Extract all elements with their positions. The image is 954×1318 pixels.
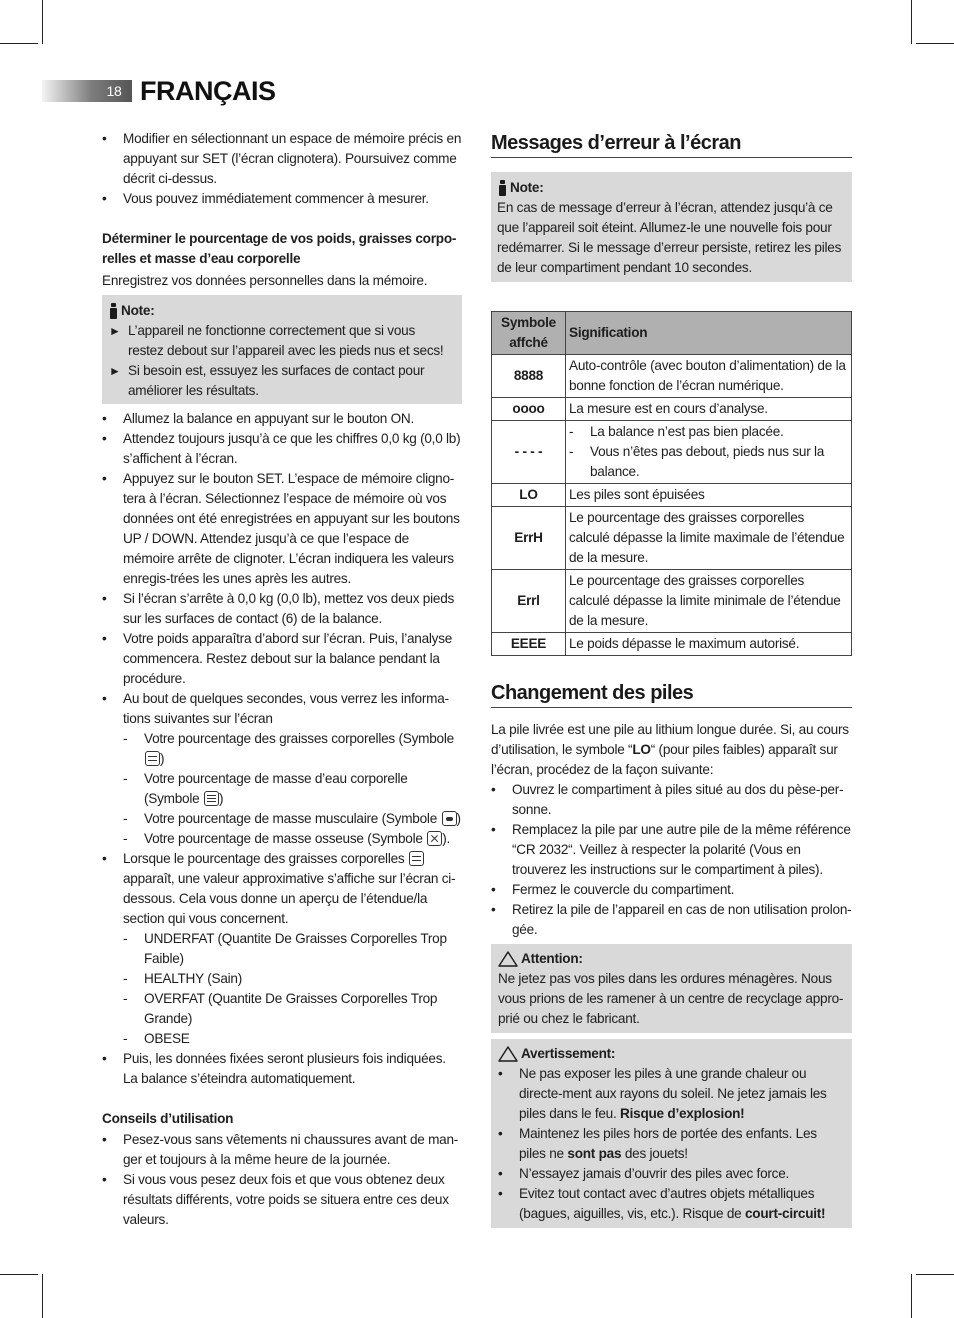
list-item: • Au bout de quelques secondes, vous verrez les informa-tions suivantes sur l’écran - Votre pourcentage des graisses corporelles (Symbole ) - Votre pourcentage de masse d’eau corporelle (Symbole ) - Votre pourcentage de masse musculaire (Symbole ) - Votre pourcentage de masse osseuse (Symbole ).: [102, 689, 462, 849]
list-item: - Votre pourcentage de masse musculaire (Symbole ): [102, 809, 462, 829]
warning-title: Avertissement:: [521, 1046, 616, 1061]
page-title: FRANÇAIS: [140, 76, 276, 106]
note-title: Note:: [510, 180, 544, 195]
list-item: - Votre pourcentage de masse osseuse (Symbole ).: [102, 829, 462, 849]
list-item: • Ouvrez le compartiment à piles situé au dos du pèse-per-sonne.: [491, 780, 852, 820]
bone-symbol-icon: [427, 831, 442, 846]
list-item: • Modifier en sélectionnant un espace de mémoire précis en appuyant sur SET (l’écran clignotera). Poursuivez comme décrit ci-dessus.: [102, 129, 462, 189]
list-item: - Votre pourcentage des graisses corporelles (Symbole ): [102, 729, 462, 769]
left-column: [102, 129, 462, 1230]
info-icon: [109, 303, 118, 319]
list-item: • Puis, les données fixées seront plusieurs fois indiquées. La balance s’éteindra automatiquement.: [102, 1049, 462, 1089]
info-sublist: [102, 729, 462, 849]
note-title: Note:: [121, 303, 155, 318]
note-box: [491, 172, 852, 282]
warning-icon: [498, 1046, 518, 1062]
category-sublist: [102, 929, 462, 1049]
list-item: • Evitez tout contact avec d’autres objets métalliques (bagues, aiguilles, vis, etc.). Risque de court-circuit!: [498, 1184, 844, 1224]
column-header: Symbole affché: [492, 312, 566, 355]
right-column: [491, 130, 852, 1228]
list-item: • Maintenez les piles hors de portée des enfants. Les piles ne sont pas des jouets!: [498, 1124, 844, 1164]
list-item: • Fermez le couvercle du compartiment.: [491, 880, 852, 900]
table-row: Errl Le pourcentage des graisses corporelles calculé dépasse la limite minimale de l’étendue de la mesure.: [492, 570, 852, 633]
table-row: EEEE Le poids dépasse le maximum autorisé.: [492, 633, 852, 656]
section-heading: Conseils d’utilisation: [102, 1111, 234, 1126]
table-row: ErrH Le pourcentage des graisses corporelles calculé dépasse la limite maximale de l’étendue de la mesure.: [492, 507, 852, 570]
muscle-symbol-icon: [442, 811, 457, 826]
list-item: • Pesez-vous sans vêtements ni chaussures avant de man-ger et toujours à la même heure de la journée.: [102, 1130, 462, 1170]
error-table: [491, 311, 852, 656]
section-heading: Changement des piles: [491, 680, 852, 708]
table-row: 8888 Auto-contrôle (avec bouton d’alimentation) de la bonne fonction de l’écran numérique.: [492, 355, 852, 398]
list-item: - OBESE: [102, 1029, 462, 1049]
body-water-symbol-icon: [204, 791, 219, 806]
list-item: - OVERFAT (Quantite De Graisses Corporelles Trop Grande): [102, 989, 462, 1029]
list-item: - La balance n’est pas bien placée.: [569, 422, 848, 442]
crop-mark: [0, 43, 38, 44]
page-number: 18: [106, 83, 122, 99]
table-header: [492, 312, 852, 355]
intro-list: [102, 129, 462, 209]
crop-mark: [916, 1274, 954, 1275]
list-item: • Vous pouvez immédiatement commencer à mesurer.: [102, 189, 462, 209]
battery-steps-list: [491, 780, 852, 940]
list-item: • Retirez la pile de l’appareil en cas de non utilisation prolon-gée.: [491, 900, 852, 940]
list-item: ► Si besoin est, essuyez les surfaces de contact pour améliorer les résultats.: [109, 361, 454, 401]
info-icon: [498, 180, 507, 196]
list-item: • Ne pas exposer les piles à une grande chaleur ou directe-ment aux rayons du soleil. Ne jetez jamais les piles dans le feu. Risque d’explosion!: [498, 1064, 844, 1124]
table-row: - - - - - La balance n’est pas bien placée. - Vous n’êtes pas debout, pieds nus sur la balance.: [492, 421, 852, 484]
body-fat-symbol-icon: [409, 851, 424, 866]
paragraph: La pile livrée est une pile au lithium longue durée. Si, au cours d’utilisation, le symbole “LO“ (pour piles faibles) apparaît sur l’écran, procédez de la façon suivante:: [491, 722, 849, 777]
list-item: • N’essayez jamais d’ouvrir des piles avec force.: [498, 1164, 844, 1184]
table-row: oooo La mesure est en cours d’analyse.: [492, 398, 852, 421]
list-item: - UNDERFAT (Quantite De Graisses Corporelles Trop Faible): [102, 929, 462, 969]
body-fat-symbol-icon: [145, 751, 160, 766]
tips-list: [102, 1130, 462, 1230]
list-item: - Vous n’êtes pas debout, pieds nus sur la balance.: [569, 442, 848, 482]
list-item: • Si l’écran s’arrête à 0,0 kg (0,0 lb), mettez vos deux pieds sur les surfaces de contact (6) de la balance.: [102, 589, 462, 629]
attention-box: [491, 944, 852, 1033]
note-text: En cas de message d’erreur à l’écran, attendez jusqu’à ce que l’appareil soit éteint. Allumez-le une nouvelle fois pour redémarrer. Si le message d’erreur persiste, retirez les piles de leur compartiment pendant 10 secondes.: [497, 200, 842, 275]
list-item: • Appuyez sur le bouton SET. L’espace de mémoire cligno-tera à l’écran. Sélectionnez l’espace de mémoire où vos données ont été enregistrées en appuyant sur les boutons UP / DOWN. Attendez jusqu’à ce que l’espace de mémoire arrête de clignoter. L’écran indiquera les valeurs enregis-trées les unes après les autres.: [102, 469, 462, 589]
warning-icon: [498, 951, 518, 967]
paragraph: Enregistrez vos données personnelles dans la mémoire.: [102, 273, 428, 288]
crop-mark: [911, 1274, 912, 1318]
attention-title: Attention:: [521, 951, 583, 966]
note-box: [102, 295, 462, 404]
warning-box: [491, 1039, 852, 1228]
crop-mark: [42, 1274, 43, 1318]
crop-mark: [916, 43, 954, 44]
list-item: • Allumez la balance en appuyant sur le bouton ON.: [102, 409, 462, 429]
table-row: LO Les piles sont épuisées: [492, 484, 852, 507]
warning-list: [498, 1064, 844, 1224]
list-item: ► L’appareil ne fonctionne correctement que si vous restez debout sur l’appareil avec les pieds nus et secs!: [109, 321, 454, 361]
list-item: - Votre pourcentage de masse d’eau corporelle (Symbole ): [102, 769, 462, 809]
list-item: • Si vous vous pesez deux fois et que vous obtenez deux résultats différents, votre poids se situera entre ces deux valeurs.: [102, 1170, 462, 1230]
list-item: • Lorsque le pourcentage des graisses corporelles apparaît, une valeur approximative s’affiche sur l’écran ci-dessous. Cela vous donne un aperçu de l’étendue/la section qui vous concernent. - UNDERFAT (Quantite De Graisses Corporelles Trop Faible) - HEALTHY (Sain) - OVERFAT (Quantite De Graisses Corporelles Trop Grande) - OBESE: [102, 849, 462, 1049]
column-header: Signification: [566, 312, 852, 355]
list-item: • Attendez toujours jusqu’à ce que les chiffres 0,0 kg (0,0 lb) s’affichent à l’écran.: [102, 429, 462, 469]
section-heading: Messages d’erreur à l’écran: [491, 130, 852, 158]
attention-text: Ne jetez pas vos piles dans les ordures ménagères. Nous vous prions de les ramener à un centre de recyclage appro-prié ou chez le fabricant.: [498, 971, 844, 1026]
steps-list: [102, 409, 462, 1089]
note-list: [109, 321, 454, 401]
list-item: • Remplacez la pile par une autre pile de la même référence “CR 2032“. Veillez à respecter la polarité (Vous en trouverez les instructions sur le compartiment à piles).: [491, 820, 852, 880]
crop-mark: [42, 0, 43, 44]
list-item: - HEALTHY (Sain): [102, 969, 462, 989]
crop-mark: [911, 0, 912, 44]
list-item: • Votre poids apparaîtra d’abord sur l’écran. Puis, l’analyse commencera. Restez debout sur la balance pendant la procédure.: [102, 629, 462, 689]
crop-mark: [0, 1274, 38, 1275]
section-heading: Déterminer le pourcentage de vos poids, graisses corpo-relles et masse d’eau corporelle: [102, 231, 457, 266]
